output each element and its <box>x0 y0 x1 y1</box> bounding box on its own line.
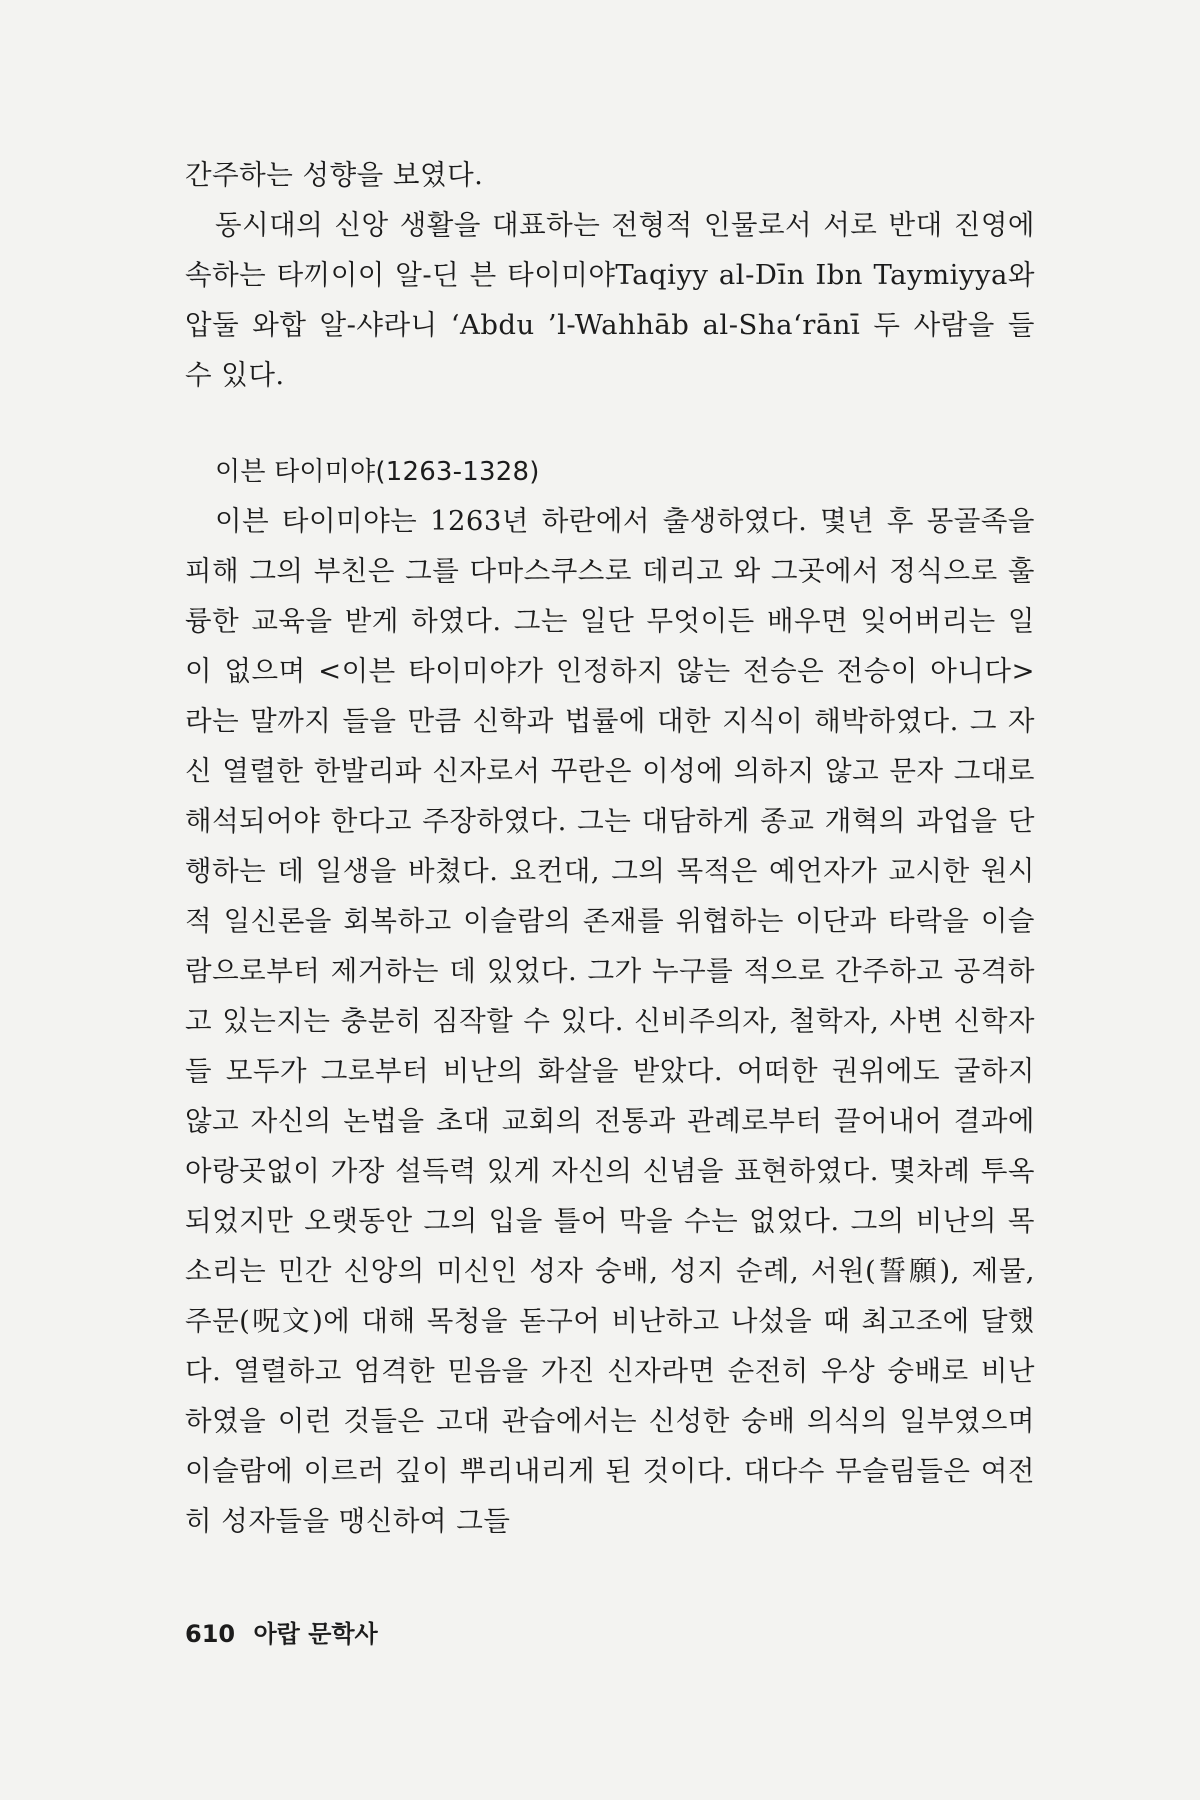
intro-text <box>185 150 1035 400</box>
section-heading: 이븐 타이미야(1263-1328) <box>215 457 540 487</box>
paragraph-ibn-taymiyya: 이븐 타이미야는 1263년 하란에서 출생하였다. 몇년 후 몽골족을 피해 그의 부친은 그를 다마스쿠스로 데리고 와 그곳에서 정식으로 훌륭한 교육을 받게 하였다. 그는 일단 무엇이든 배우면 잊어버리는 일이 없으며 <이븐 타이미야가 인정하지 않는 전승은 전승이 아니다>라는 말까지 들을 만큼 신학과 법률에 대한 지식이 해박하였다. 그 자신 열렬한 한발리파 신자로서 꾸란은 이성에 의하지 않고 문자 그대로 해석되어야 한다고 주장하였다. 그는 대담하게 종교 개혁의 과업을 단행하는 데 일생을 바쳤다. 요컨대, 그의 목적은 예언자가 교시한 원시적 일신론을 회복하고 이슬람의 존재를 위협하는 이단과 타락을 이슬람으로부터 제거하는 데 있었다. 그가 누구를 적으로 간주하고 공격하고 있는지는 충분히 짐작할 수 있다. 신비주의자, 철학자, 사변 신학자들 모두가 그로부터 비난의 화살을 받았다. 어떠한 권위에도 굴하지 않고 자신의 논법을 초대 교회의 전통과 관례로부터 끌어내어 결과에 아랑곳없이 가장 설득력 있게 자신의 신념을 표현하였다. 몇차례 투옥되었지만 오랫동안 그의 입을 틀어 막을 수는 없었다. 그의 비난의 목소리는 민간 신앙의 미신인 성자 숭배, 성지 순례, 서원(誓願), 제물, 주문(呪文)에 대해 목청을 돋구어 비난하고 나섰을 때 최고조에 달했다. 열렬하고 엄격한 믿음을 가진 신자라면 순전히 우상 숭배로 비난하였을 이런 것들은 고대 관습에서는 신성한 숭배 의식의 일부였으며 이슬람에 이르러 깊이 뿌리내리게 된 것이다. 대다수 무슬림들은 여전히 성자들을 맹신하여 그들 <box>185 505 1035 1537</box>
paragraph-continuation: 간주하는 성향을 보였다. <box>185 159 484 191</box>
section-text <box>185 496 1035 1546</box>
paragraph-representatives: 동시대의 신앙 생활을 대표하는 전형적 인물로서 서로 반대 진영에 속하는 타끼이이 알-딘 븐 타이미야Taqiyy al-Dīn Ibn Taymiyya와 압둘 와합 알-샤라니 ‘Abdu ’l-Wahhāb al-Sha‘rānī 두 사람을 들 수 있다. <box>185 209 1035 391</box>
page-number: 610 <box>185 1620 236 1648</box>
running-title: 아랍 문학사 <box>253 1620 378 1648</box>
page-footer <box>185 1616 378 1652</box>
